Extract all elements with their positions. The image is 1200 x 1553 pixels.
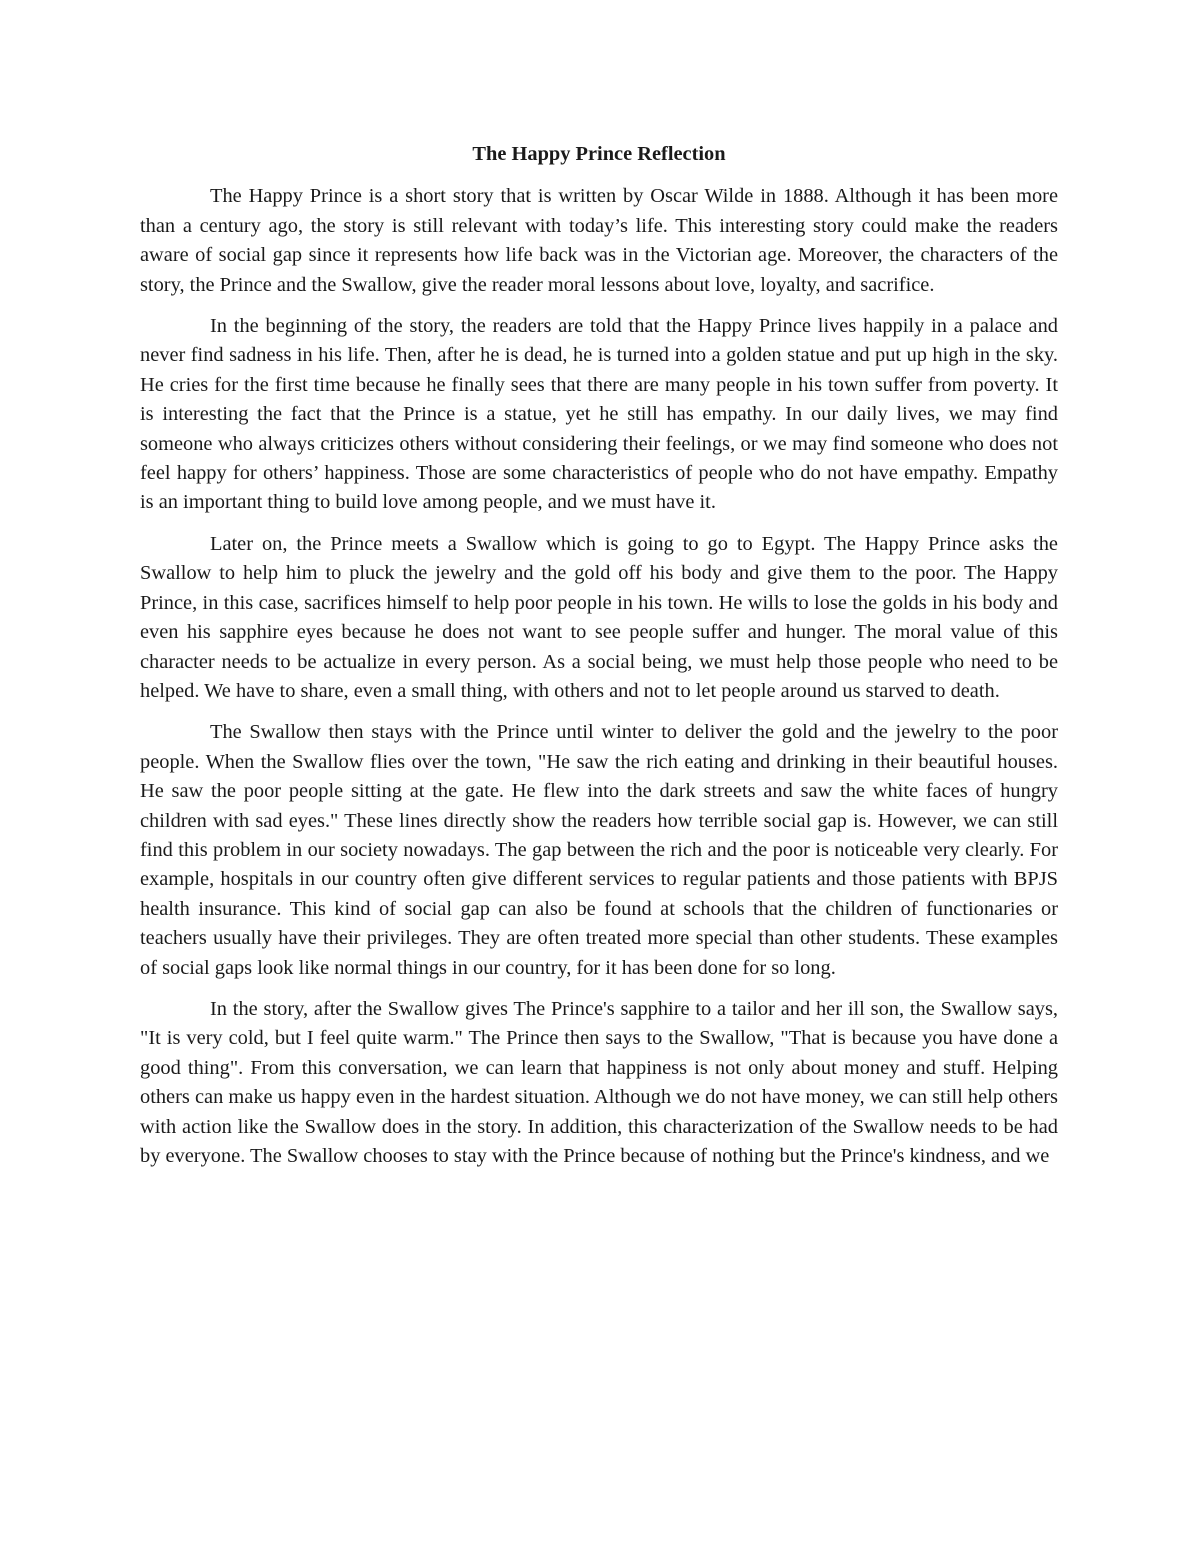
paragraph-happiness: In the story, after the Swallow gives The Prince's sapphire to a tailor and her ill son, the Swallow says, "It is very cold, but I feel quite warm." The Prince then says to the Swallow, "That is because you have done a good thing". From this conversation, we can learn that happiness is not only about money and stuff. Helping others can make us happy even in the hardest situation. Although we do not have money, we can still help others with action like the Swallow does in the story. In addition, this characterization of the Swallow needs to be had by everyone. The Swallow chooses to stay with the Prince because of nothing but the Prince's kindness, and we [140,997,1058,1167]
paragraph-social-gap: The Swallow then stays with the Prince until winter to deliver the gold and the jewelry to the poor people. When the Swallow flies over the town, "He saw the rich eating and drinking in their beautiful houses. He saw the poor people sitting at the gate. He flew into the dark streets and saw the white faces of hungry children with sad eyes." These lines directly show the readers how terrible social gap is. However, we can still find this problem in our society nowadays. The gap between the rich and the poor is noticeable very clearly. For example, hospitals in our country often give different services to regular patients and those patients with BPJS health insurance. This kind of social gap can also be found at schools that the children of functionaries or teachers usually have their privileges. They are often treated more special than other students. These examples of social gaps look like normal things in our country, for it has been done for so long. [140,721,1058,979]
paragraph-sacrifice: Later on, the Prince meets a Swallow which is going to go to Egypt. The Happy Prince asks the Swallow to help him to pluck the jewelry and the gold off his body and give them to the poor. The Happy Prince, in this case, sacrifices himself to help poor people in his town. He wills to lose the golds in his body and even his sapphire eyes because he does not want to see people suffer and hunger. The moral value of this character needs to be actualize in every person. As a social being, we must help those people who need to be helped. We have to share, even a small thing, with others and not to let people around us starved to death. [140,532,1058,702]
document-title: The Happy Prince Reflection [472,143,726,165]
document-page [140,140,1058,1183]
paragraph-intro: The Happy Prince is a short story that is written by Oscar Wilde in 1888. Although it has been more than a century ago, the story is still relevant with today’s life. This interesting story could make the readers aware of social gap since it represents how life back was in the Victorian age. Moreover, the characters of the story, the Prince and the Swallow, give the reader moral lessons about love, loyalty, and sacrifice. [140,185,1058,296]
paragraph-empathy: In the beginning of the story, the readers are told that the Happy Prince lives happily in a palace and never find sadness in his life. Then, after he is dead, he is turned into a golden statue and put up high in the sky. He cries for the first time because he finally sees that there are many people in his town suffer from poverty. It is interesting the fact that the Prince is a statue, yet he still has empathy. In our daily lives, we may find someone who always criticizes others without considering their feelings, or we may find someone who does not feel happy for others’ happiness. Those are some characteristics of people who do not have empathy. Empathy is an important thing to build love among people, and we must have it. [140,315,1058,514]
